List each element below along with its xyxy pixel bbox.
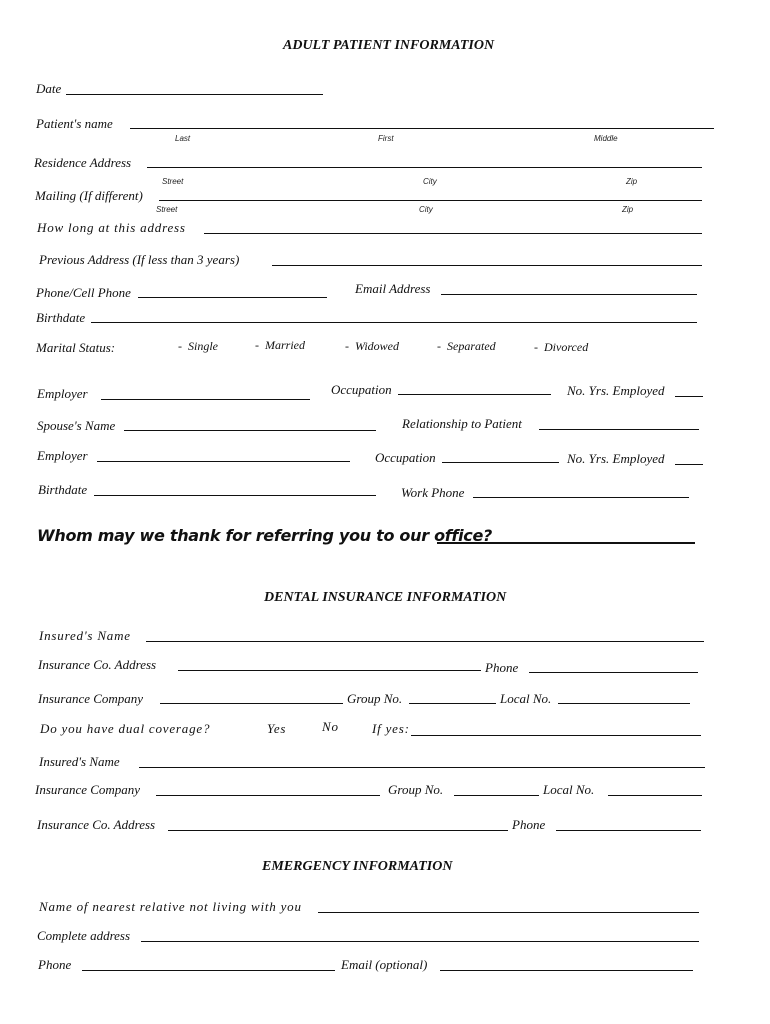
group-no-label: Group No. (347, 691, 403, 706)
relationship-label: Relationship to Patient (402, 416, 522, 431)
residence-address-field[interactable] (147, 167, 702, 168)
spouse-birthdate-label: Birthdate (38, 482, 88, 497)
complete-address-label: Complete address (37, 928, 131, 943)
spouse-employer-label: Employer (37, 448, 88, 463)
insurance-company-label: Insurance Company (38, 691, 144, 706)
emergency-phone-field[interactable] (82, 970, 335, 971)
referral-label: Whom may we thank for referring you to our office? (37, 526, 492, 545)
emergency-email-label: Email (optional) (341, 957, 428, 972)
if-yes-label: If yes: (372, 721, 410, 736)
insurance-co-address2-label: Insurance Co. Address (37, 817, 156, 832)
phone-label: Phone/Cell Phone (36, 285, 131, 300)
local-no-label: Local No. (500, 691, 552, 706)
residence-zip-caption: Zip (626, 177, 638, 186)
insurance-co-address-label: Insurance Co. Address (38, 657, 157, 672)
name-first-caption: First (378, 134, 394, 143)
emergency-phone-label: Phone (38, 957, 72, 972)
marital-option-married[interactable]: - Married (255, 338, 305, 352)
group-no-field[interactable] (409, 703, 496, 704)
insurance-company2-label: Insurance Company (35, 782, 141, 797)
dual-coverage-no[interactable]: No (322, 719, 339, 734)
date-label: Date (36, 81, 62, 96)
mailing-address-label: Mailing (If different) (35, 188, 143, 203)
local2-no-field[interactable] (608, 795, 702, 796)
insured-name-label: Insured's Name (39, 628, 131, 643)
spouse-occupation-label: Occupation (375, 450, 436, 465)
group2-no-field[interactable] (454, 795, 539, 796)
birthdate-field[interactable] (91, 322, 697, 323)
emergency-heading: EMERGENCY INFORMATION (262, 859, 453, 874)
how-long-field[interactable] (204, 233, 702, 234)
insured2-name-field[interactable] (139, 767, 705, 768)
referral-field[interactable] (437, 542, 695, 544)
spouse-name-label: Spouse's Name (37, 418, 116, 433)
spouse-name-field[interactable] (124, 430, 376, 431)
insurance-phone2-label: Phone (512, 817, 546, 832)
work-phone-label: Work Phone (401, 485, 465, 500)
how-long-label: How long at this address (37, 220, 186, 235)
relationship-field[interactable] (539, 429, 699, 430)
employer-field[interactable] (101, 399, 310, 400)
mailing-zip-caption: Zip (622, 205, 634, 214)
phone-field[interactable] (138, 297, 327, 298)
residence-address-label: Residence Address (34, 155, 132, 170)
spouse-birthdate-field[interactable] (94, 495, 376, 496)
patient-name-field[interactable] (130, 128, 714, 129)
occupation-label: Occupation (331, 382, 392, 397)
work-phone-field[interactable] (473, 497, 689, 498)
email-field[interactable] (441, 294, 697, 295)
insurance-co-address2-field[interactable] (168, 830, 508, 831)
spouse-occupation-field[interactable] (442, 462, 559, 463)
nearest-relative-label: Name of nearest relative not living with you (39, 899, 302, 914)
insured2-name-label: Insured's Name (39, 754, 120, 769)
insurance-phone-label: Phone (485, 660, 519, 675)
marital-option-widowed[interactable]: - Widowed (345, 339, 399, 353)
marital-option-divorced[interactable]: - Divorced (534, 340, 589, 354)
occupation-field[interactable] (398, 394, 551, 395)
marital-status-label: Marital Status: (36, 340, 116, 355)
date-field[interactable] (66, 94, 323, 95)
mailing-city-caption: City (419, 205, 433, 214)
spouse-employer-field[interactable] (97, 461, 350, 462)
previous-address-field[interactable] (272, 265, 702, 266)
insurance-co-address-field[interactable] (178, 670, 481, 671)
if-yes-field[interactable] (411, 735, 701, 736)
complete-address-field[interactable] (141, 941, 699, 942)
local2-no-label: Local No. (543, 782, 595, 797)
insurance-company2-field[interactable] (156, 795, 380, 796)
local-no-field[interactable] (558, 703, 690, 704)
dual-coverage-label: Do you have dual coverage? (40, 721, 211, 736)
mailing-address-field[interactable] (159, 200, 702, 201)
email-label: Email Address (355, 281, 431, 296)
mailing-street-caption: Street (156, 205, 178, 214)
years-employed-label: No. Yrs. Employed (567, 383, 665, 398)
name-middle-caption: Middle (594, 134, 618, 143)
form-title: ADULT PATIENT INFORMATION (283, 38, 495, 53)
spouse-years-field[interactable] (675, 464, 703, 465)
insurance-phone-field[interactable] (529, 672, 698, 673)
name-last-caption: Last (175, 134, 191, 143)
insured-name-field[interactable] (146, 641, 704, 642)
marital-option-single[interactable]: - Single (178, 339, 218, 353)
patient-name-label: Patient's name (36, 116, 113, 131)
dual-coverage-yes[interactable]: Yes (267, 721, 287, 736)
nearest-relative-field[interactable] (318, 912, 699, 913)
insurance-company-field[interactable] (160, 703, 343, 704)
previous-address-label: Previous Address (If less than 3 years) (39, 252, 240, 267)
emergency-email-field[interactable] (440, 970, 693, 971)
spouse-years-label: No. Yrs. Employed (567, 451, 665, 466)
birthdate-label: Birthdate (36, 310, 86, 325)
insurance-phone2-field[interactable] (556, 830, 701, 831)
years-employed-field[interactable] (675, 396, 703, 397)
residence-street-caption: Street (162, 177, 184, 186)
group2-no-label: Group No. (388, 782, 444, 797)
residence-city-caption: City (423, 177, 437, 186)
marital-option-separated[interactable]: - Separated (437, 339, 496, 353)
employer-label: Employer (37, 386, 88, 401)
insurance-heading: DENTAL INSURANCE INFORMATION (264, 590, 507, 605)
